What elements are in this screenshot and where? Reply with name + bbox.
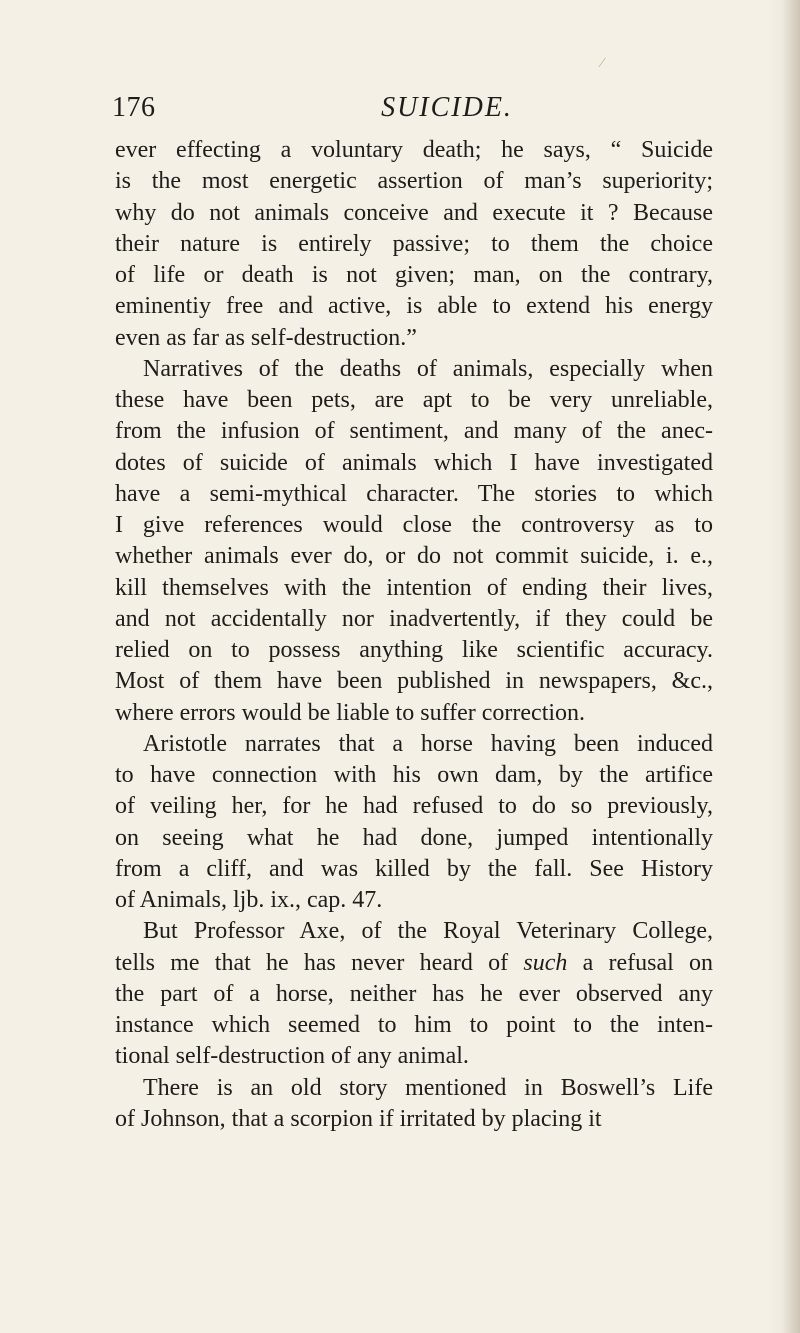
text-after-italic: a refusal on [567, 949, 713, 976]
text-before-italic: tells me that he has never heard of [115, 949, 524, 976]
text-line: Most of them have been published in newspapers, &c., [115, 668, 713, 695]
text-line: and not accidentally nor inadvertently, if they could be [115, 605, 713, 632]
body-text [115, 135, 713, 1135]
text-line: to have connection with his own dam, by the artifice [115, 762, 713, 788]
text-line: ever effecting a voluntary death; he says, “ Suicide [115, 137, 713, 163]
text-line: kill themselves with the intention of ending their lives, [115, 574, 713, 601]
text-line: have a semi-mythical character. The stories to which [115, 480, 713, 507]
text-line: is the most energetic assertion of man’s superiority; [115, 168, 713, 195]
running-head [112, 92, 714, 132]
running-title: SUICIDE. [381, 92, 513, 123]
text-line: of Johnson, that a scorpion if irritated by placing it [115, 1105, 602, 1132]
paragraph-start-line: But Professor Axe, of the Royal Veterinary College, [143, 918, 713, 945]
page-number: 176 [112, 92, 156, 123]
paragraph-start-line: Aristotle narrates that a horse having been induced [143, 730, 713, 757]
text-line: whether animals ever do, or do not commit suicide, i. e., [115, 543, 713, 570]
paragraph-start-line: There is an old story mentioned in Boswell’s Life [143, 1074, 713, 1101]
text-line: from the infusion of sentiment, and many of the anec- [115, 418, 713, 445]
text-line: of life or death is not given; man, on the contrary, [115, 262, 713, 288]
paragraph-start-line: Narratives of the deaths of animals, especially when [143, 355, 713, 382]
text-line: why do not animals conceive and execute it ? Because [115, 199, 713, 226]
italic-word-such: such [523, 949, 568, 976]
page-edge-shadow [782, 0, 800, 1333]
text-line: their nature is entirely passive; to them the choice [115, 230, 713, 257]
text-line: where errors would be liable to suffer correction. [115, 699, 586, 726]
text-line: instance which seemed to him to point to the inten- [115, 1012, 713, 1038]
text-line: of Animals, ljb. ix., cap. 47. [115, 887, 383, 913]
text-line: these have been pets, are apt to be very unreliable, [115, 387, 713, 413]
margin-mark: ∕ [601, 56, 604, 71]
text-line: tional self-destruction of any animal. [115, 1043, 469, 1070]
text-line: dotes of suicide of animals which I have investigated [115, 449, 713, 476]
text-line: from a cliff, and was killed by the fall. See History [115, 855, 713, 882]
text-line: eminentiy free and active, is able to extend his energy [115, 293, 713, 320]
text-line: the part of a horse, neither has he ever observed any [115, 980, 713, 1007]
text-line: even as far as self-destruction.” [115, 324, 417, 351]
text-line-with-italic [115, 948, 713, 979]
text-line: relied on to possess anything like scientific accuracy. [115, 637, 713, 663]
text-line: of veiling her, for he had refused to do so previously, [115, 793, 713, 820]
text-line: I give references would close the controversy as to [115, 512, 713, 538]
text-line: on seeing what he had done, jumped intentionally [115, 824, 713, 851]
